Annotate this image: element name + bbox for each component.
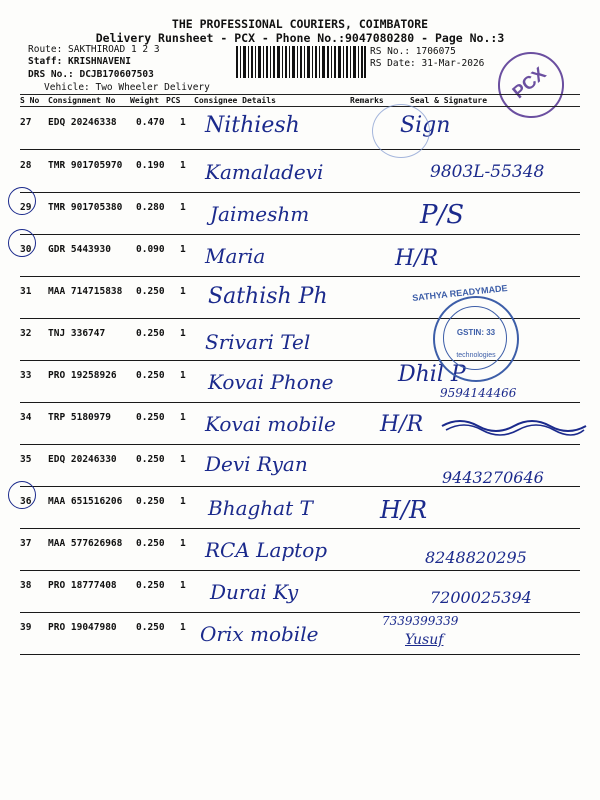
remarks-handwriting: Dhil P bbox=[398, 362, 466, 387]
remarks-handwriting: H/R bbox=[395, 246, 439, 271]
row-pcs: 1 bbox=[180, 622, 186, 633]
table-row bbox=[20, 402, 580, 445]
row-consignment: PRO 18777408 bbox=[48, 580, 117, 591]
drs-number: DRS No.: DCJB170607503 bbox=[28, 69, 154, 80]
table-row bbox=[20, 570, 580, 613]
row-consignment: PRO 19047980 bbox=[48, 622, 117, 633]
consignee-handwriting: Kamaladevi bbox=[205, 160, 324, 184]
table-row bbox=[20, 486, 580, 529]
faint-seal bbox=[372, 104, 430, 158]
runsheet-subtitle: Delivery Runsheet - PCX - Phone No.:9047080280 - Page No.:3 bbox=[95, 31, 505, 45]
consignee-handwriting: Srivari Tel bbox=[205, 330, 311, 354]
circle-mark-30 bbox=[8, 229, 36, 257]
consignee-handwriting: Nithiesh bbox=[205, 113, 300, 138]
col-pcs: PCS bbox=[166, 96, 181, 105]
row-consignment: PRO 19258926 bbox=[48, 370, 117, 381]
row-pcs: 1 bbox=[180, 496, 186, 507]
row-sno: 32 bbox=[20, 328, 32, 339]
row-pcs: 1 bbox=[180, 370, 186, 381]
row-pcs: 1 bbox=[180, 286, 186, 297]
consignee-handwriting: RCA Laptop bbox=[205, 538, 328, 562]
consignee-handwriting: Durai Ky bbox=[210, 580, 299, 604]
signature-handwriting: Yusuf bbox=[405, 632, 444, 648]
remarks-handwriting: P/S bbox=[420, 200, 465, 230]
row-consignment: EDQ 20246338 bbox=[48, 117, 117, 128]
row-weight: 0.250 bbox=[136, 328, 165, 339]
row-weight: 0.470 bbox=[136, 117, 165, 128]
row-consignment: TMR 901705970 bbox=[48, 160, 123, 171]
col-sno: S No bbox=[20, 96, 40, 105]
col-weight: Weight bbox=[130, 96, 159, 105]
signature-handwriting: 9594144466 bbox=[440, 386, 517, 400]
row-weight: 0.250 bbox=[136, 286, 165, 297]
col-seal: Seal & Signature bbox=[410, 96, 488, 105]
row-pcs: 1 bbox=[180, 202, 186, 213]
pcx-stamp-text: PCX bbox=[508, 63, 550, 103]
table-row bbox=[20, 444, 580, 487]
row-consignment: MAA 714715838 bbox=[48, 286, 123, 297]
consignee-handwriting: Kovai mobile bbox=[205, 412, 336, 436]
row-weight: 0.250 bbox=[136, 622, 165, 633]
row-consignment: MAA 577626968 bbox=[48, 538, 123, 549]
row-pcs: 1 bbox=[180, 117, 186, 128]
signature-handwriting: Sign bbox=[400, 113, 451, 138]
row-sno: 36 bbox=[20, 496, 32, 507]
table-row bbox=[20, 192, 580, 235]
route: Route: SAKTHIROAD 1 2 3 bbox=[28, 44, 160, 55]
row-sno: 31 bbox=[20, 286, 32, 297]
signature-handwriting: 7200025394 bbox=[430, 588, 532, 607]
row-weight: 0.250 bbox=[136, 370, 165, 381]
row-pcs: 1 bbox=[180, 538, 186, 549]
consignee-handwriting: Bhaghat T bbox=[208, 496, 313, 520]
rs-date: RS Date: 31-Mar-2026 bbox=[370, 58, 485, 69]
consignee-handwriting: Maria bbox=[205, 244, 266, 268]
shop-stamp: SATHYA READYMADE bbox=[411, 283, 508, 303]
signature-handwriting: 9443270646 bbox=[442, 468, 544, 487]
consignee-handwriting: Sathish Ph bbox=[208, 284, 328, 309]
row-sno: 30 bbox=[20, 244, 32, 255]
row-sno: 39 bbox=[20, 622, 32, 633]
remarks-handwriting: H/R bbox=[380, 412, 424, 437]
table-row bbox=[20, 107, 580, 150]
table-row bbox=[20, 234, 580, 277]
row-weight: 0.250 bbox=[136, 496, 165, 507]
barcode bbox=[236, 46, 366, 78]
row-pcs: 1 bbox=[180, 412, 186, 423]
consignee-handwriting: Orix mobile bbox=[200, 622, 319, 646]
col-consignment: Consignment No bbox=[48, 96, 116, 105]
table-row bbox=[20, 612, 580, 655]
table-row bbox=[20, 150, 580, 193]
consignee-handwriting: Jaimeshm bbox=[210, 202, 310, 226]
round-stamp-bottom: technologies bbox=[456, 352, 496, 359]
row-weight: 0.250 bbox=[136, 580, 165, 591]
round-stamp-mid: GSTIN: 33 bbox=[456, 328, 496, 337]
remarks-handwriting: 7339399339 bbox=[382, 614, 459, 628]
remarks-handwriting: H/R bbox=[380, 496, 428, 524]
row-weight: 0.280 bbox=[136, 202, 165, 213]
row-consignment: TMR 901705380 bbox=[48, 202, 123, 213]
row-weight: 0.250 bbox=[136, 538, 165, 549]
signature-handwriting: 8248820295 bbox=[425, 548, 527, 567]
table-row bbox=[20, 528, 580, 571]
scribble-signature bbox=[440, 414, 590, 436]
vehicle: Vehicle: Two Wheeler Delivery bbox=[44, 82, 210, 93]
row-consignment: MAA 651516206 bbox=[48, 496, 123, 507]
col-remarks: Remarks bbox=[350, 96, 384, 105]
col-consignee: Consignee Details bbox=[194, 96, 276, 105]
signature-handwriting: 9803L-55348 bbox=[430, 162, 545, 182]
consignee-handwriting: Devi Ryan bbox=[205, 452, 308, 476]
row-weight: 0.190 bbox=[136, 160, 165, 171]
runsheet-title: THE PROFESSIONAL COURIERS, COIMBATORE bbox=[171, 17, 429, 31]
row-sno: 38 bbox=[20, 580, 32, 591]
row-sno: 37 bbox=[20, 538, 32, 549]
circle-mark-29 bbox=[8, 187, 36, 215]
row-consignment: GDR 5443930 bbox=[48, 244, 111, 255]
row-sno: 34 bbox=[20, 412, 32, 423]
row-weight: 0.250 bbox=[136, 454, 165, 465]
row-sno: 29 bbox=[20, 202, 32, 213]
row-pcs: 1 bbox=[180, 160, 186, 171]
row-consignment: TRP 5180979 bbox=[48, 412, 111, 423]
circle-mark-36 bbox=[8, 481, 36, 509]
row-consignment: EDQ 20246330 bbox=[48, 454, 117, 465]
row-weight: 0.250 bbox=[136, 412, 165, 423]
rs-number: RS No.: 1706075 bbox=[370, 46, 456, 57]
row-sno: 28 bbox=[20, 160, 32, 171]
row-pcs: 1 bbox=[180, 454, 186, 465]
staff: Staff: KRISHNAVENI bbox=[28, 56, 131, 67]
consignee-handwriting: Kovai Phone bbox=[208, 370, 334, 394]
company-round-stamp bbox=[433, 296, 519, 382]
row-pcs: 1 bbox=[180, 244, 186, 255]
row-pcs: 1 bbox=[180, 580, 186, 591]
row-sno: 35 bbox=[20, 454, 32, 465]
row-consignment: TNJ 336747 bbox=[48, 328, 106, 339]
row-sno: 27 bbox=[20, 117, 32, 128]
row-pcs: 1 bbox=[180, 328, 186, 339]
row-sno: 33 bbox=[20, 370, 32, 381]
row-weight: 0.090 bbox=[136, 244, 165, 255]
